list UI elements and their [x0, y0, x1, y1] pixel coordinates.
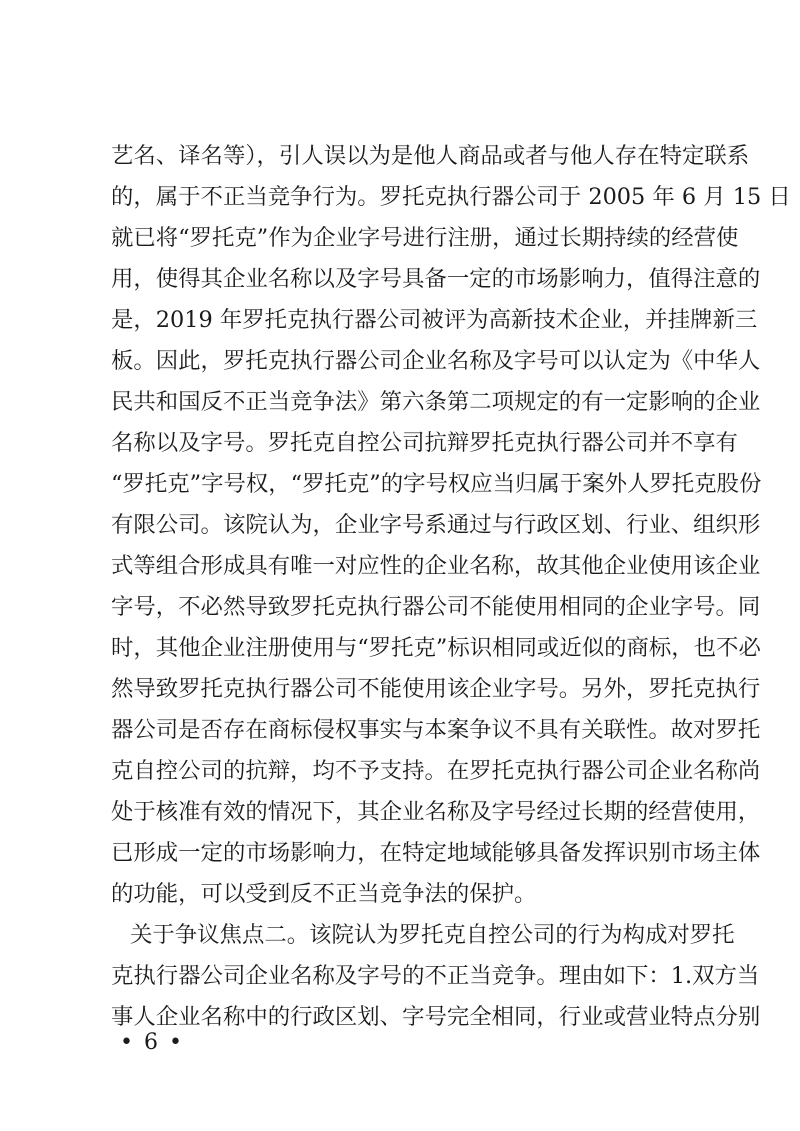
text-line: 处于核准有效的情况下，其企业名称及字号经过长期的经营使用，	[111, 799, 761, 825]
text-line: 事人企业名称中的行政区划、字号完全相同，行业或营业特点分别	[111, 1004, 761, 1030]
page-number: • 6 •	[120, 1030, 184, 1055]
text-line: 的功能，可以受到反不正当竞争法的保护。	[111, 881, 537, 907]
text-line: “罗托克”字号权，“罗托克”的字号权应当归属于案外人罗托克股份	[111, 471, 762, 497]
text-line: 字号，不必然导致罗托克执行器公司不能使用相同的企业字号。同	[111, 594, 761, 620]
text-line: 名称以及字号。罗托克自控公司抗辩罗托克执行器公司并不享有	[111, 430, 738, 456]
text-line: 就已将“罗托克”作为企业字号进行注册，通过长期持续的经营使	[111, 225, 739, 251]
text-line: 用，使得其企业名称以及字号具备一定的市场影响力，值得注意的	[111, 266, 761, 292]
text-line: 器公司是否存在商标侵权事实与本案争议不具有关联性。故对罗托	[111, 717, 761, 743]
text-line: 克执行器公司企业名称及字号的不正当竞争。理由如下：1.双方当	[111, 963, 760, 989]
text-line: 板。因此，罗托克执行器公司企业名称及字号可以认定为《中华人	[111, 348, 761, 374]
text-line: 时，其他企业注册使用与“罗托克”标识相同或近似的商标，也不必	[111, 635, 761, 661]
text-line: 已形成一定的市场影响力，在特定地域能够具备发挥识别市场主体	[111, 840, 761, 866]
text-line: 是，2019 年罗托克执行器公司被评为高新技术企业，并挂牌新三	[111, 307, 758, 333]
text-line: 的，属于不正当竞争行为。罗托克执行器公司于 2005 年 6 月 15 日	[111, 184, 791, 210]
text-line: 民共和国反不正当竞争法》第六条第二项规定的有一定影响的企业	[111, 389, 761, 415]
text-line: 克自控公司的抗辩，均不予支持。在罗托克执行器公司企业名称尚	[111, 758, 761, 784]
text-line: 艺名、译名等），引人误以为是他人商品或者与他人存在特定联系	[111, 143, 750, 169]
text-line: 然导致罗托克执行器公司不能使用该企业字号。另外，罗托克执行	[111, 676, 761, 702]
text-line: 有限公司。该院认为，企业字号系通过与行政区划、行业、组织形	[111, 512, 761, 538]
paragraph-first-line: 关于争议焦点二。该院认为罗托克自控公司的行为构成对罗托	[130, 922, 735, 948]
text-line: 式等组合形成具有唯一对应性的企业名称，故其他企业使用该企业	[111, 553, 761, 579]
